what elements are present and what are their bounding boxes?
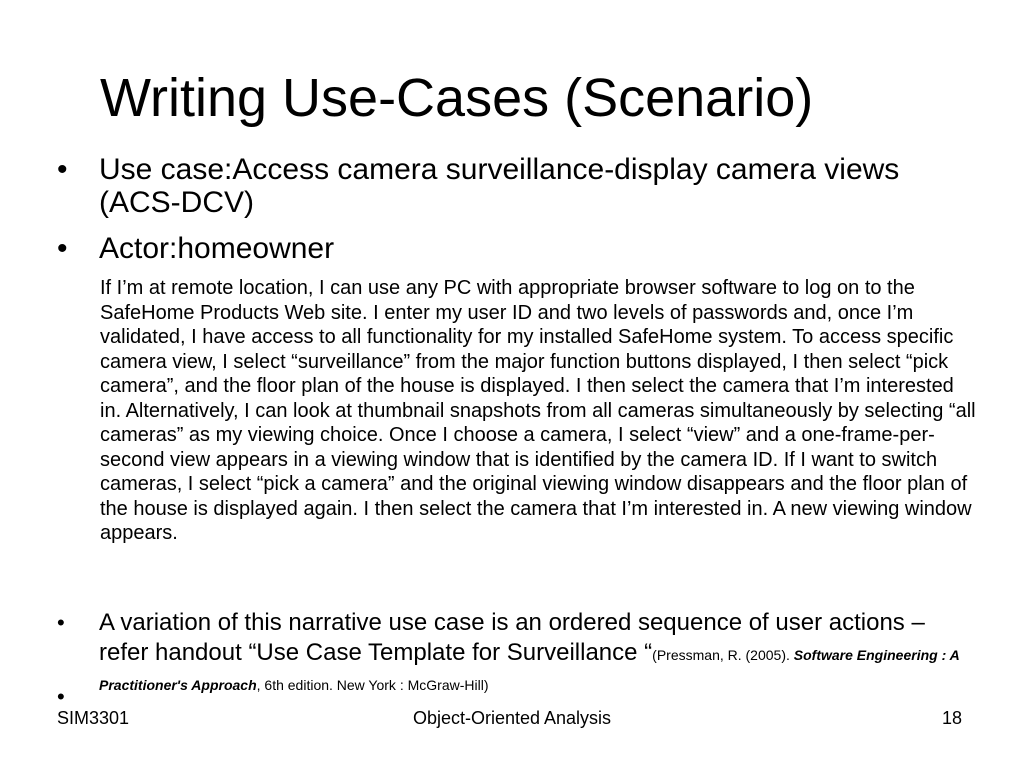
bullet-text bbox=[99, 608, 977, 698]
bullet-marker: • bbox=[57, 153, 68, 186]
scenario-narrative: If I’m at remote location, I can use any PC with appropriate browser software to log on to the SafeHome Products Web site. I enter my user ID and two levels of passwords and, once I’m validated, I have access to all functionality for my installed SafeHome system. To access specific camera view, I select “surveillance” from the major function buttons displayed, I then select “pick camera”, and the floor plan of the house is displayed. I then select the camera that I’m interested in. Alternatively, I can look at thumbnail snapshots from all cameras simultaneously by selecting “all cameras” as my viewing choice. Once I choose a camera, I select “view” and a one-frame-per-second view appears in a viewing window that is identified by the camera ID. If I want to switch cameras, I select “pick a camera” and the original viewing window disappears and the floor plan of the house is displayed again. I then select the camera that I’m interested in. A new viewing window appears. bbox=[100, 277, 976, 544]
slide-title: Writing Use-Cases (Scenario) bbox=[100, 68, 814, 128]
bullet-marker: • bbox=[57, 684, 65, 709]
bullet-text: Use case:Access camera surveillance-display camera views (ACS-DCV) bbox=[99, 153, 900, 219]
bullet-marker: • bbox=[57, 610, 65, 635]
footer-page-number: 18 bbox=[941, 708, 962, 728]
bullet-marker: • bbox=[57, 232, 68, 265]
variation-main-text: A variation of this narrative use case is an ordered sequence of user actions – refer handout “Use Case Template for Surveillance “ bbox=[99, 609, 925, 666]
bullet-use-case bbox=[57, 153, 937, 219]
footer-course-code: SIM3301 bbox=[57, 708, 130, 728]
citation-prefix: (Pressman, R. (2005). bbox=[652, 647, 794, 663]
bullet-variation bbox=[57, 608, 977, 698]
citation-title: Software Engineering : A Practitioner's Approach bbox=[99, 647, 960, 693]
footer-topic: Object-Oriented Analysis bbox=[412, 708, 612, 728]
citation-suffix: , 6th edition. New York : McGraw-Hill) bbox=[256, 677, 489, 693]
bullet-text: Actor:homeowner bbox=[99, 232, 335, 265]
bullet-actor bbox=[57, 232, 334, 266]
